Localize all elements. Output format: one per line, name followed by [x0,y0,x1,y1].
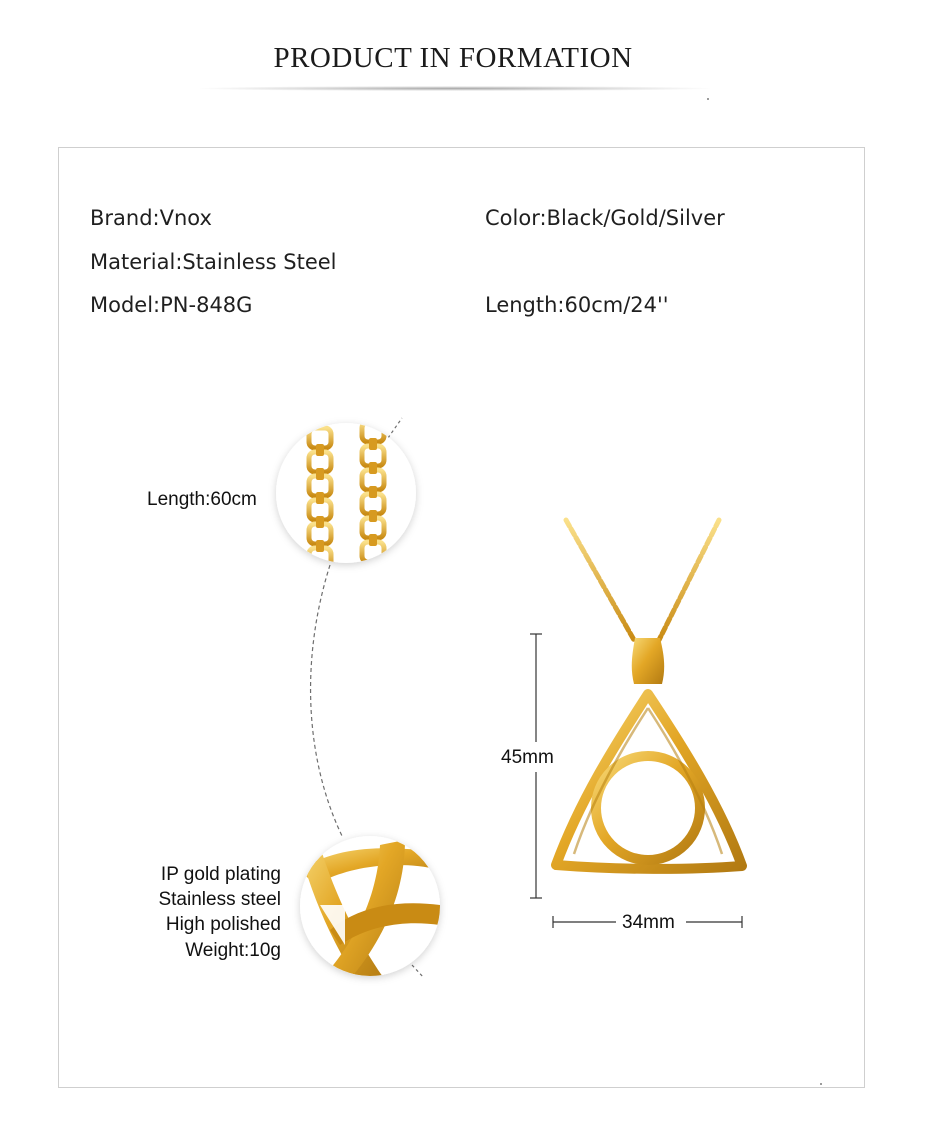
chain-length-label: Length:60cm [147,489,257,510]
triquetra-necklace-image [556,520,742,869]
decor-dot [707,98,709,100]
connector-dashed-line [311,565,343,838]
spec-material: Material:Stainless Steel [90,250,337,274]
height-dimension-label: 45mm [501,747,554,768]
spec-length: Length:60cm/24'' [485,293,669,317]
feature-ip-gold-plating: IP gold plating [160,864,281,885]
spec-color: Color:Black/Gold/Silver [485,206,725,230]
feature-stainless-steel: Stainless steel [158,889,281,910]
page-title: PRODUCT IN FORMATION [273,42,633,74]
connector-dashed-bottom [412,965,424,978]
decor-dot [820,1083,822,1085]
spec-model: Model:PN-848G [90,293,253,317]
height-dimension-line [530,634,542,898]
width-dimension-label: 34mm [622,912,675,933]
connector-dashed-top [388,418,402,438]
feature-weight: Weight:10g [185,940,281,961]
width-dimension-line [553,916,742,928]
feature-high-polished: High polished [165,914,281,935]
spec-brand: Brand:Vnox [90,206,212,230]
chain-closeup-image [276,423,416,563]
